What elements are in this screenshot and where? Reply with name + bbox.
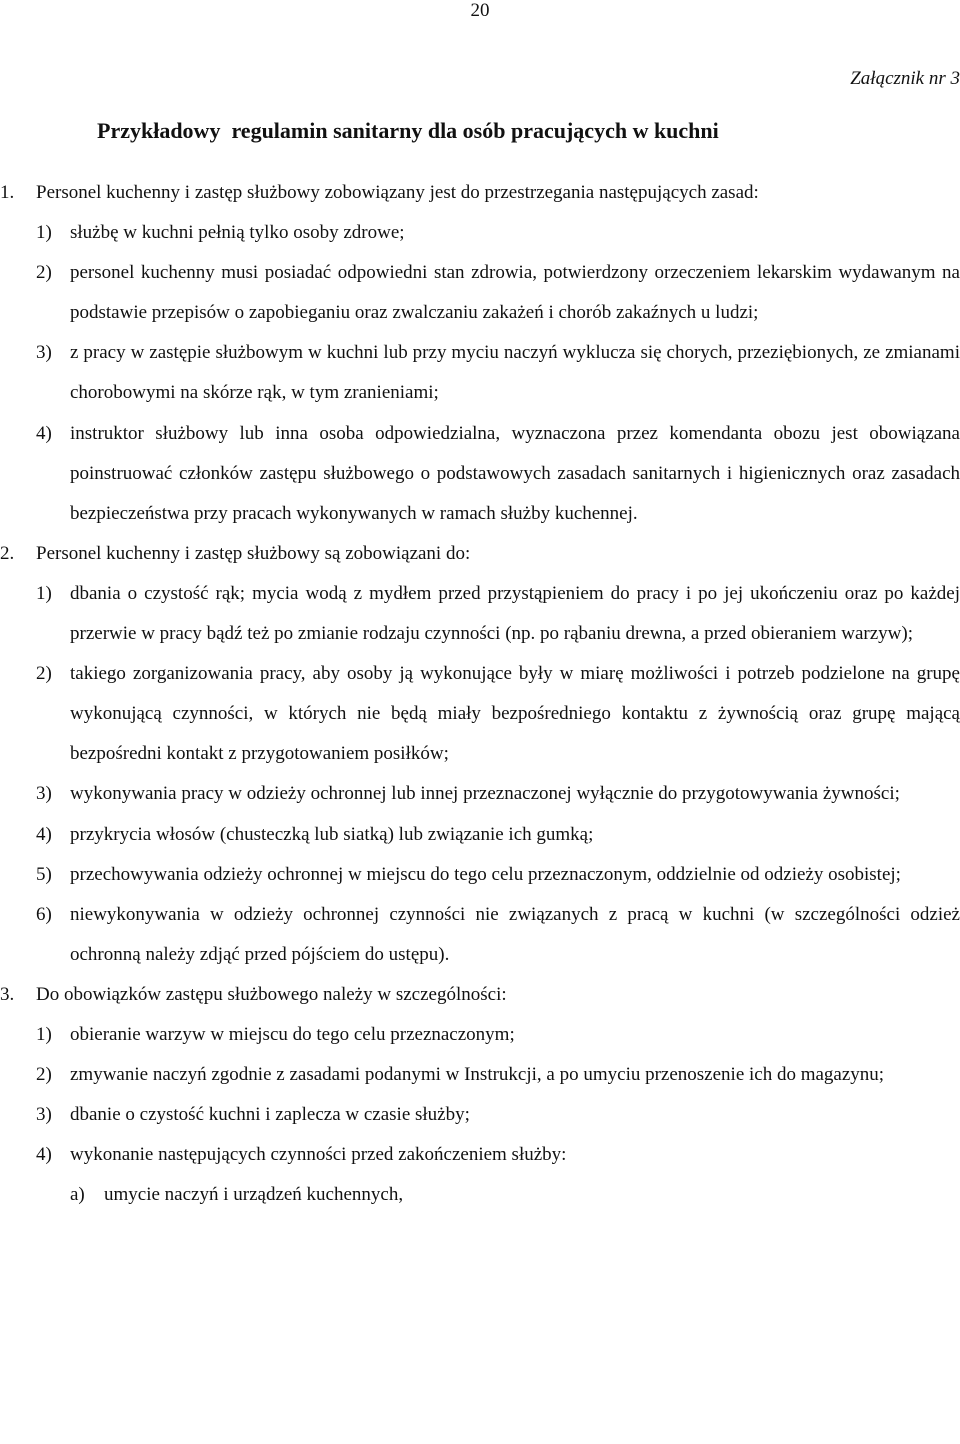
regulation-body bbox=[0, 173, 960, 1215]
sub-list-item bbox=[70, 1175, 960, 1215]
document-title: Przykładowy regulamin sanitarny dla osób pracujących w kuchni bbox=[97, 118, 719, 143]
section-number: 3. bbox=[0, 983, 15, 1005]
list-item bbox=[36, 253, 960, 333]
item-text: przykrycia włosów (chusteczką lub siatką) lub związanie ich gumką; bbox=[70, 823, 594, 845]
list-item bbox=[36, 574, 960, 654]
list-item bbox=[36, 333, 960, 413]
section-number: 1. bbox=[0, 182, 15, 203]
list-item bbox=[36, 895, 960, 975]
section-3 bbox=[0, 975, 960, 1216]
list-item bbox=[36, 1055, 960, 1095]
item-number: 6) bbox=[36, 903, 52, 925]
item-text: niewykonywania w odzieży ochronnej czynności nie związanych z pracą w kuchni (w szczególności odzież ochronną należy zdjąć przed pójściem do ustępu). bbox=[70, 903, 960, 965]
item-text: dbania o czystość rąk; mycia wodą z mydłem przed przystąpieniem do pracy i po jej ukończeniu oraz po każdej przerwie w pracy bądź też po zmianie rodzaju czynności (np. po rąbaniu drewna, a przed obieraniem warzyw); bbox=[70, 582, 960, 645]
item-text: dbanie o czystość kuchni i zaplecza w czasie służby; bbox=[70, 1104, 470, 1126]
page-number: 20 bbox=[470, 0, 490, 21]
item-number: 1) bbox=[36, 1023, 52, 1045]
annex-label: Załącznik nr 3 bbox=[850, 68, 960, 89]
list-item bbox=[36, 414, 960, 534]
section-number: 2. bbox=[0, 542, 15, 564]
item-number: 4) bbox=[36, 823, 52, 845]
section-heading: Personel kuchenny i zastęp służbowy są zobowiązani do: bbox=[36, 542, 471, 564]
item-number: 1) bbox=[36, 222, 52, 244]
item-number: 3) bbox=[36, 783, 52, 805]
list-item bbox=[36, 815, 960, 855]
item-text: instruktor służbowy lub inna osoba odpowiedzialna, wyznaczona przez komendanta obozu jest obowiązana poinstruować członków zastępu służbowego o podstawowych zasadach sanitarnych i higienicznych oraz zasadach bezpieczeństwa przy pracach wykonywanych w ramach służby kuchennej. bbox=[70, 422, 960, 524]
item-text: służbę w kuchni pełnią tylko osoby zdrowe; bbox=[70, 222, 405, 244]
item-number: 2) bbox=[36, 663, 52, 685]
list-item bbox=[36, 1095, 960, 1135]
list-item bbox=[36, 654, 960, 774]
item-text: wykonanie następujących czynności przed zakończeniem służby: bbox=[70, 1144, 567, 1166]
item-number: 3) bbox=[36, 1104, 52, 1126]
item-number: 5) bbox=[36, 863, 52, 885]
item-number: 2) bbox=[36, 262, 52, 284]
item-text: z pracy w zastępie służbowym w kuchni lub przy myciu naczyń wyklucza się chorych, przeziębionych, ze zmianami chorobowymi na skórze rąk, w tym zranieniami; bbox=[70, 342, 960, 404]
section-heading: Personel kuchenny i zastęp służbowy zobowiązany jest do przestrzegania następujących zasad: bbox=[36, 182, 759, 203]
item-number: 3) bbox=[36, 342, 52, 364]
section-2 bbox=[0, 534, 960, 975]
item-text: wykonywania pracy w odzieży ochronnej lub innej przeznaczonej wyłącznie do przygotowywania żywności; bbox=[70, 783, 900, 805]
item-text: personel kuchenny musi posiadać odpowiedni stan zdrowia, potwierdzony orzeczeniem lekarskim wydawanym na podstawie przepisów o zapobieganiu oraz zwalczaniu zakażeń i chorób zakaźnych u ludzi; bbox=[70, 262, 960, 324]
item-number: 2) bbox=[36, 1064, 52, 1086]
item-text: zmywanie naczyń zgodnie z zasadami podanymi w Instrukcji, a po umyciu przenoszenie ich do magazynu; bbox=[70, 1064, 885, 1086]
item-number: 4) bbox=[36, 422, 52, 444]
item-number: 4) bbox=[36, 1144, 52, 1166]
item-text: takiego zorganizowania pracy, aby osoby ją wykonujące były w miarę możliwości i potrzeb podzielone na grupę wykonującą czynności, w których nie będą miały bezpośredniego kontaktu z żywnością oraz grupę mającą bezpośredni kontakt z przygotowaniem posiłków; bbox=[70, 663, 960, 765]
list-item bbox=[36, 774, 960, 814]
sub-item-text: umycie naczyń i urządzeń kuchennych, bbox=[104, 1184, 404, 1206]
item-text: przechowywania odzieży ochronnej w miejscu do tego celu przeznaczonym, oddzielnie od odzieży osobistej; bbox=[70, 863, 901, 885]
list-item bbox=[36, 1135, 960, 1215]
item-number: 1) bbox=[36, 582, 52, 604]
section-1 bbox=[0, 173, 960, 534]
list-item bbox=[36, 1015, 960, 1055]
sub-item-letter: a) bbox=[70, 1184, 85, 1206]
list-item bbox=[36, 855, 960, 895]
item-text: obieranie warzyw w miejscu do tego celu przeznaczonym; bbox=[70, 1023, 515, 1045]
section-heading: Do obowiązków zastępu służbowego należy w szczególności: bbox=[36, 983, 507, 1005]
list-item bbox=[36, 213, 960, 253]
